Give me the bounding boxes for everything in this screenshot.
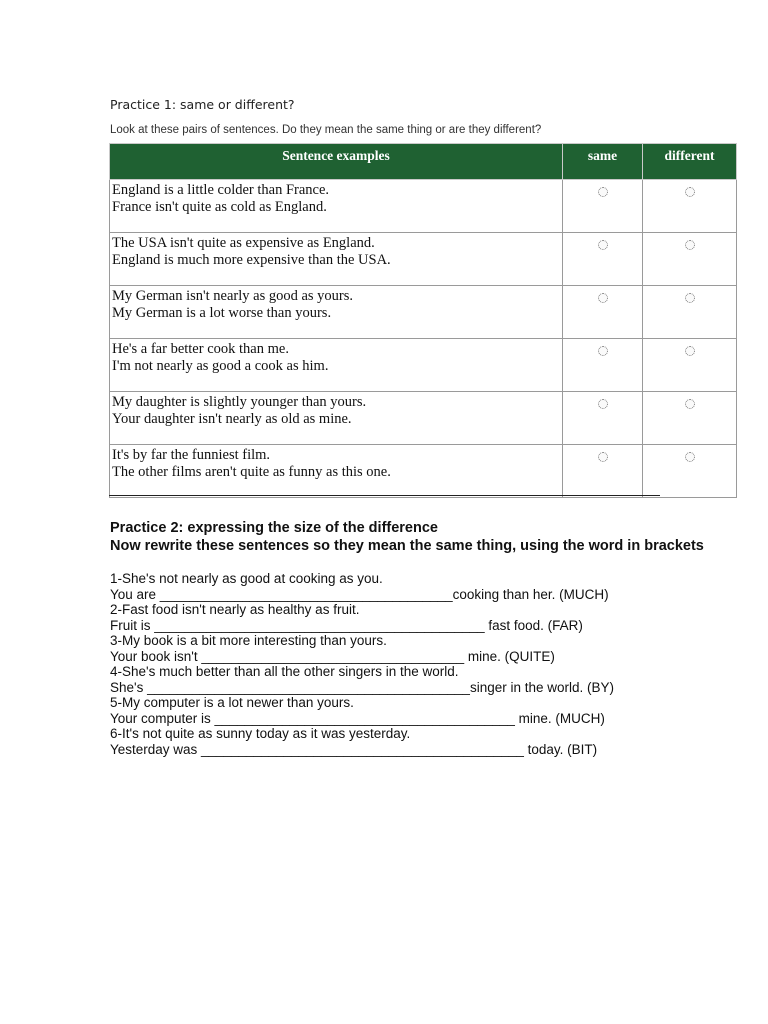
same-cell bbox=[563, 180, 643, 233]
table-row bbox=[110, 339, 737, 392]
table-row bbox=[110, 286, 737, 339]
different-radio[interactable] bbox=[685, 293, 695, 303]
column-header-sentences: Sentence examples bbox=[110, 144, 563, 180]
same-cell bbox=[563, 392, 643, 445]
same-radio[interactable] bbox=[598, 187, 608, 197]
exercise-answer-line[interactable]: You are _______________________________________cooking than her. (MUCH) bbox=[110, 586, 609, 602]
exercise-answer-line[interactable]: Fruit is ____________________________________________ fast food. (FAR) bbox=[110, 617, 583, 633]
same-cell bbox=[563, 233, 643, 286]
exercise-list bbox=[110, 571, 710, 757]
same-cell bbox=[563, 445, 643, 498]
sentence-pair bbox=[110, 180, 563, 233]
column-header-different: different bbox=[643, 144, 737, 180]
practice2-section bbox=[110, 520, 710, 757]
different-radio[interactable] bbox=[685, 240, 695, 250]
different-cell bbox=[643, 339, 737, 392]
different-cell bbox=[643, 392, 737, 445]
different-radio[interactable] bbox=[685, 452, 695, 462]
practice2-subtitle: Now rewrite these sentences so they mean the same thing, using the word in brackets bbox=[110, 537, 704, 554]
sentence-line-1: The USA isn't quite as expensive as England. bbox=[112, 235, 375, 251]
exercise-answer-line[interactable]: Yesterday was ___________________________________________ today. (BIT) bbox=[110, 741, 598, 757]
sentence-line-1: My daughter is slightly younger than yours. bbox=[112, 394, 367, 410]
practice1-title: Practice 1: same or different? bbox=[110, 97, 295, 112]
exercise-prompt: 2-Fast food isn't nearly as healthy as fruit. bbox=[110, 602, 360, 617]
same-radio[interactable] bbox=[598, 399, 608, 409]
sentence-pair bbox=[110, 286, 563, 339]
sentence-table bbox=[109, 143, 737, 498]
same-radio[interactable] bbox=[598, 346, 608, 356]
table-row bbox=[110, 180, 737, 233]
table-row bbox=[110, 233, 737, 286]
sentence-line-2: France isn't quite as cold as England. bbox=[112, 199, 327, 215]
same-radio[interactable] bbox=[598, 240, 608, 250]
same-radio[interactable] bbox=[598, 293, 608, 303]
same-cell bbox=[563, 339, 643, 392]
table-header-row bbox=[110, 144, 737, 180]
exercise-prompt: 1-She's not nearly as good at cooking as you. bbox=[110, 571, 383, 586]
practice2-title: Practice 2: expressing the size of the difference bbox=[110, 520, 438, 536]
exercise-answer-line[interactable]: Your computer is ________________________________________ mine. (MUCH) bbox=[110, 710, 605, 726]
different-cell bbox=[643, 180, 737, 233]
sentence-pair bbox=[110, 339, 563, 392]
table-row bbox=[110, 392, 737, 445]
sentence-line-2: I'm not nearly as good a cook as him. bbox=[112, 358, 329, 374]
sentence-line-2: Your daughter isn't nearly as old as mine. bbox=[112, 411, 352, 427]
different-radio[interactable] bbox=[685, 399, 695, 409]
exercise-answer-line[interactable]: She's ___________________________________________singer in the world. (BY) bbox=[110, 679, 615, 695]
sentence-line-1: England is a little colder than France. bbox=[112, 182, 330, 198]
sentence-line-2: My German is a lot worse than yours. bbox=[112, 305, 332, 321]
sentence-line-1: My German isn't nearly as good as yours. bbox=[112, 288, 354, 304]
different-cell bbox=[643, 445, 737, 498]
sentence-line-2: The other films aren't quite as funny as this one. bbox=[112, 464, 391, 480]
sentence-pair bbox=[110, 392, 563, 445]
practice1-instruction: Look at these pairs of sentences. Do they mean the same thing or are they different? bbox=[110, 124, 542, 136]
different-cell bbox=[643, 286, 737, 339]
table-row bbox=[110, 445, 737, 498]
exercise-answer-line[interactable]: Your book isn't ___________________________________ mine. (QUITE) bbox=[110, 648, 555, 664]
different-radio[interactable] bbox=[685, 187, 695, 197]
exercise-prompt: 6-It's not quite as sunny today as it was yesterday. bbox=[110, 726, 411, 741]
same-radio[interactable] bbox=[598, 452, 608, 462]
sentence-pair bbox=[110, 233, 563, 286]
different-cell bbox=[643, 233, 737, 286]
exercise-prompt: 5-My computer is a lot newer than yours. bbox=[110, 695, 354, 710]
sentence-pair bbox=[110, 445, 563, 498]
sentence-line-1: He's a far better cook than me. bbox=[112, 341, 289, 357]
table-bottom-rule bbox=[109, 495, 660, 496]
sentence-line-2: England is much more expensive than the USA. bbox=[112, 252, 391, 268]
same-cell bbox=[563, 286, 643, 339]
exercise-prompt: 4-She's much better than all the other singers in the world. bbox=[110, 664, 459, 679]
different-radio[interactable] bbox=[685, 346, 695, 356]
exercise-prompt: 3-My book is a bit more interesting than yours. bbox=[110, 633, 387, 648]
sentence-line-1: It's by far the funniest film. bbox=[112, 447, 271, 463]
column-header-same: same bbox=[563, 144, 643, 180]
